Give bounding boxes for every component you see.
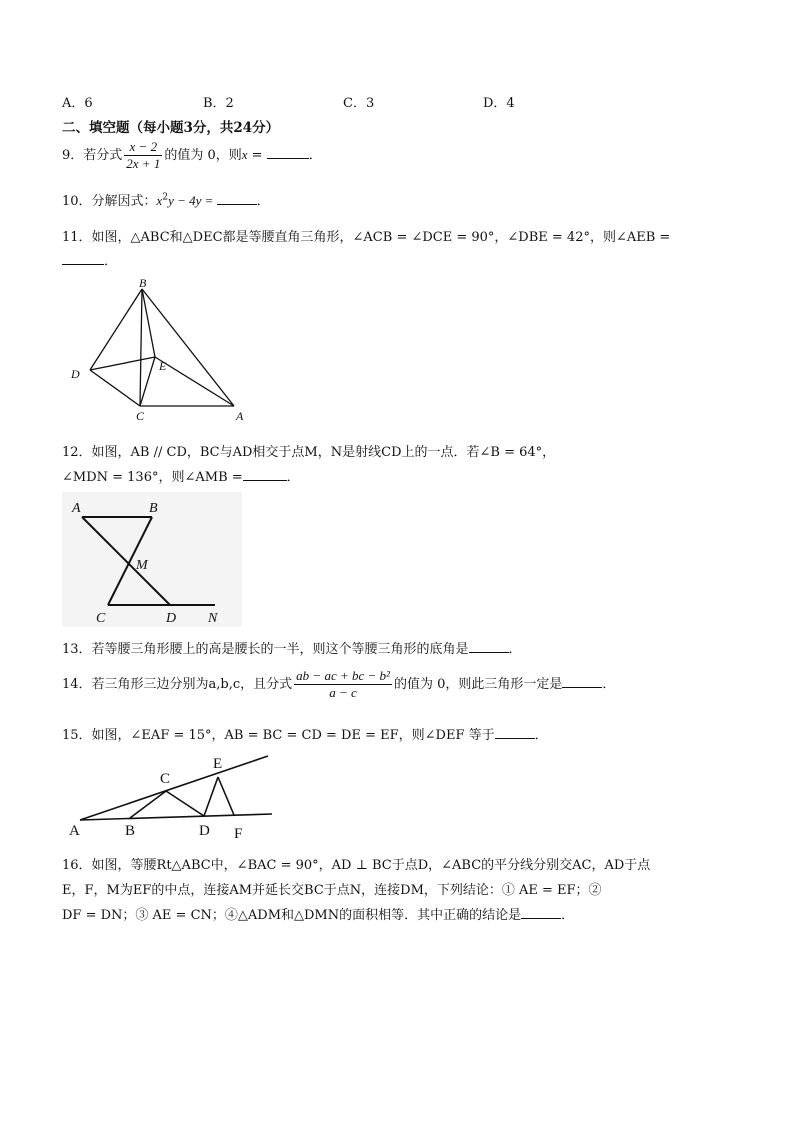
- seg-ec: [140, 357, 155, 406]
- fig15-label-c: C: [160, 771, 171, 787]
- q10-sup: 2: [162, 192, 169, 203]
- fig12-label-m: M: [136, 558, 148, 573]
- ray-ae: [80, 756, 268, 820]
- q9-fraction: [124, 139, 162, 172]
- q14-denominator: a − c: [329, 685, 357, 700]
- q12-answer-blank[interactable]: [243, 480, 287, 481]
- q16-end: ．: [561, 908, 575, 923]
- q10-expr-a: x: [156, 193, 163, 208]
- figure-15: [62, 748, 282, 846]
- q16-answer-blank[interactable]: [521, 918, 561, 919]
- q12-line2: [62, 466, 300, 485]
- fig11-label-a: A: [236, 409, 244, 423]
- q9-eq: =: [247, 148, 267, 163]
- q14-mid: 的值为 0，则此三角形一定是: [393, 677, 563, 692]
- fig12-label-d: D: [166, 611, 177, 626]
- fig11-label-b: B: [139, 276, 147, 290]
- q10-answer-blank[interactable]: [217, 204, 257, 205]
- seg-dc: [90, 370, 140, 406]
- seg-ef: [218, 777, 234, 815]
- q13-answer-blank[interactable]: [469, 652, 509, 653]
- choice-a: A．6: [62, 96, 93, 111]
- ray-af: [80, 814, 272, 820]
- seg-bd: [90, 289, 142, 370]
- fig15-label-d: D: [199, 823, 210, 839]
- q16-line1: 16．如图，等腰Rt△ABC中，∠BAC = 90°，AD ⊥ BC于点D，∠ABC的平分线分别交AC，AD于点: [62, 858, 651, 873]
- q9-denominator: 2x + 1: [126, 156, 161, 171]
- q16-line3-row: [62, 904, 574, 923]
- q15-answer-blank[interactable]: [495, 738, 535, 739]
- fig11-label-c: C: [136, 409, 145, 423]
- fig12-label-n: N: [208, 611, 218, 626]
- q9-prefix: 9．若分式: [62, 148, 123, 163]
- q10-expr-b: y − 4y =: [168, 193, 217, 208]
- question-10: [62, 190, 270, 209]
- q12-line1: 12．如图，AB // CD，BC与AD相交于点M，N是射线CD上的一点．若∠B = 64°，: [62, 445, 556, 460]
- q9-end: ．: [308, 148, 322, 163]
- question-15: [62, 724, 548, 743]
- seg-bc: [130, 791, 166, 818]
- q11-end: ．: [104, 254, 118, 269]
- q11-line1: 11．如图，△ABC和△DEC都是等腰直角三角形，∠ACB = ∠DCE = 90°，∠DBE = 42°，则∠AEB =: [62, 230, 671, 245]
- seg-be: [142, 289, 155, 357]
- seg-de: [204, 777, 218, 816]
- section-title: 二、填空题（每小题3分，共24分）: [62, 120, 280, 136]
- q12-line2-text: ∠MDN = 136°，则∠AMB =: [62, 470, 243, 485]
- question-13: [62, 638, 522, 657]
- fig15-label-f: F: [234, 826, 243, 842]
- fig15-label-b: B: [125, 823, 136, 839]
- fig15-label-a: A: [69, 823, 80, 839]
- q9-var: x: [241, 147, 248, 162]
- choice-c: C．3: [343, 96, 375, 111]
- q16-line3: DF = DN；③ AE = CN；④△ADM和△DMN的面积相等．其中正确的结论是: [62, 908, 522, 923]
- q13-text: 13．若等腰三角形腰上的高是腰长的一半，则这个等腰三角形的底角是: [62, 642, 469, 657]
- q14-fraction: [294, 668, 392, 701]
- q10-prefix: 10．分解因式：: [62, 194, 157, 209]
- q13-end: ．: [508, 642, 522, 657]
- q15-text: 15．如图，∠EAF = 15°，AB = BC = CD = DE = EF，则∠DEF 等于: [62, 728, 495, 743]
- q14-end: ．: [602, 677, 616, 692]
- q9-mid: 的值为 0，则: [164, 148, 242, 163]
- figure-12: [62, 492, 242, 627]
- seg-ea: [155, 357, 234, 406]
- figure-11: [60, 275, 260, 425]
- seg-cd: [166, 791, 204, 816]
- question-14: [62, 668, 615, 701]
- fig11-label-e: E: [159, 359, 167, 373]
- choice-d: D．4: [483, 96, 515, 111]
- q14-answer-blank[interactable]: [562, 687, 602, 688]
- fig12-label-c: C: [96, 611, 106, 626]
- q16-line2: E，F，M为EF的中点，连接AM并延长交BC于点N，连接DM，下列结论：① AE = EF；②: [62, 883, 602, 898]
- fig15-label-e: E: [213, 756, 223, 772]
- fig11-label-d: D: [71, 367, 80, 381]
- q15-end: ．: [534, 728, 548, 743]
- seg-de: [90, 357, 155, 370]
- q14-prefix: 14．若三角形三边分别为a,b,c，且分式: [62, 677, 293, 692]
- fig12-label-b: B: [149, 501, 158, 516]
- question-9: [62, 139, 322, 172]
- q11-line2: [62, 250, 117, 269]
- q12-end: ．: [286, 470, 300, 485]
- q11-answer-blank[interactable]: [62, 264, 104, 265]
- q10-end: ．: [256, 194, 270, 209]
- q9-answer-blank[interactable]: [267, 158, 309, 159]
- choice-b: B．2: [203, 96, 234, 111]
- seg-ba: [142, 289, 234, 406]
- fig12-label-a: A: [72, 501, 81, 516]
- q14-numerator: ab − ac + bc − b²: [296, 668, 390, 683]
- seg-bc: [140, 289, 142, 406]
- q9-numerator: x − 2: [124, 139, 162, 156]
